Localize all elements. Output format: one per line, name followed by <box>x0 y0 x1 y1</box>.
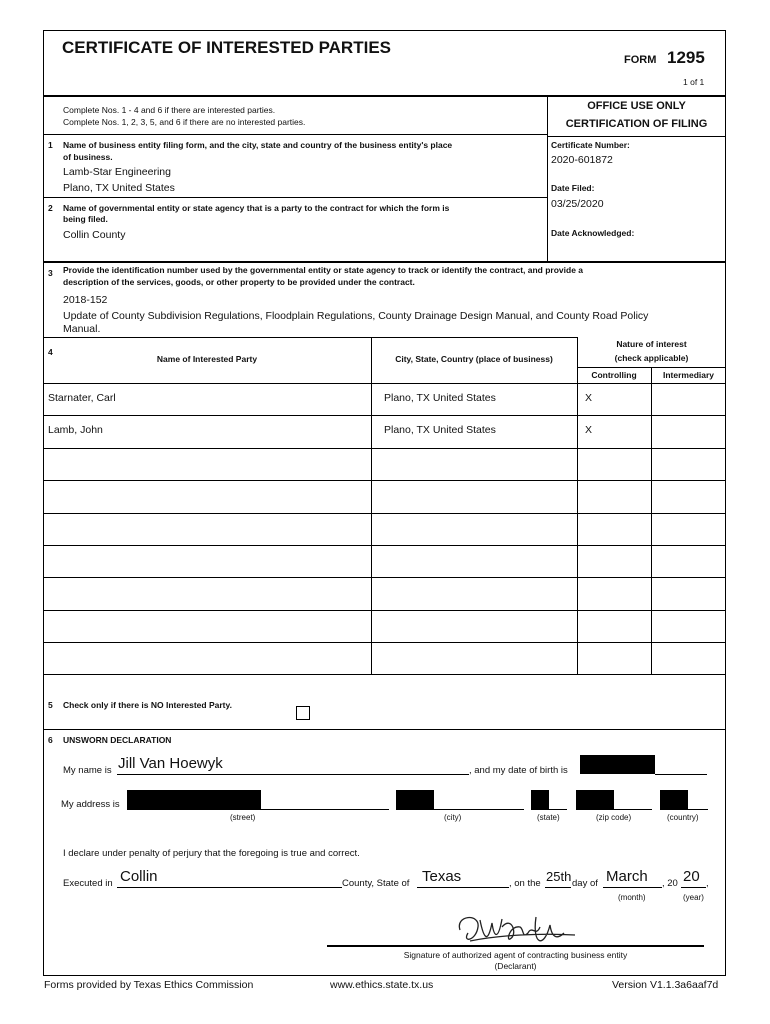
section1-number: 1 <box>48 140 53 150</box>
executed-in-label: Executed in <box>63 878 113 889</box>
redacted-zip <box>576 790 614 809</box>
caption-month: (month) <box>618 893 646 902</box>
month-value: March <box>606 868 648 885</box>
section1-label-1: Name of business entity filing form, and the city, state and country of the business entity's place <box>63 140 453 150</box>
section6-number: 6 <box>48 735 53 745</box>
declarant-signature <box>440 905 580 955</box>
date-filed-label: Date Filed: <box>551 183 595 193</box>
caption-state: (state) <box>537 813 560 822</box>
contract-description-1: Update of County Subdivision Regulations, Floodplain Regulations, County Drainage Design Manual, and County Road Policy <box>63 310 649 322</box>
my-name-label: My name is <box>63 765 112 776</box>
section3-number: 3 <box>48 268 53 278</box>
cert-number-value: 2020-601872 <box>551 154 613 166</box>
caption-year: (year) <box>683 893 704 902</box>
caption-street: (street) <box>230 813 256 822</box>
caption-country: (country) <box>667 813 699 822</box>
no-interested-party-checkbox[interactable] <box>296 706 310 720</box>
county-state-label: County, State of <box>342 878 410 889</box>
on-the-label: , on the <box>509 878 541 889</box>
redacted-country <box>660 790 688 809</box>
section2-label-1: Name of governmental entity or state agency that is a party to the contract for which the form is <box>63 203 450 213</box>
col-header-intermediary: Intermediary <box>662 370 715 380</box>
col-header-location: City, State, Country (place of business) <box>395 354 553 364</box>
instruction-line-1: Complete Nos. 1 - 4 and 6 if there are interested parties. <box>63 105 276 115</box>
footer-version: Version V1.1.3a6aaf7d <box>612 979 719 991</box>
contract-id: 2018-152 <box>63 294 108 306</box>
declarant-caption: (Declarant) <box>494 961 537 971</box>
declarant-name: Jill Van Hoewyk <box>118 755 223 772</box>
dob-label: , and my date of birth is <box>469 765 568 776</box>
party-name: Starnater, Carl <box>48 392 116 404</box>
section4-number: 4 <box>48 347 53 357</box>
party-controlling: X <box>585 424 593 437</box>
form-title: CERTIFICATE OF INTERESTED PARTIES <box>62 38 391 57</box>
party-location: Plano, TX United States <box>384 392 496 404</box>
day-of-label: day of <box>572 878 598 889</box>
party-location: Plano, TX United States <box>384 424 496 437</box>
year-value: 20 <box>683 868 700 885</box>
footer-url[interactable]: www.ethics.state.tx.us <box>330 979 434 991</box>
footer-left: Forms provided by Texas Ethics Commission <box>44 979 254 991</box>
certification-heading: CERTIFICATION OF FILING <box>565 118 708 130</box>
business-location: Plano, TX United States <box>63 182 175 194</box>
section5-number: 5 <box>48 700 53 710</box>
section5-label: Check only if there is NO Interested Party. <box>63 700 232 710</box>
col-header-name: Name of Interested Party <box>156 354 258 364</box>
section3-label-1: Provide the identification number used by the governmental entity or state agency to track or identify the contract, and provide a <box>63 265 584 275</box>
county-value: Collin <box>120 868 158 885</box>
section3-label-2: description of the services, goods, or other property to be provided under the contract. <box>63 277 415 287</box>
redacted-street <box>127 790 261 809</box>
signature-caption: Signature of authorized agent of contracting business entity <box>403 950 628 960</box>
redacted-dob <box>580 755 655 774</box>
party-name: Lamb, John <box>48 424 103 437</box>
declaration-text: I declare under penalty of perjury that the foregoing is true and correct. <box>63 848 360 859</box>
office-heading: OFFICE USE ONLY <box>587 100 686 112</box>
col-header-controlling: Controlling <box>591 370 637 380</box>
party-controlling: X <box>585 392 593 404</box>
contract-description-2: Manual. <box>63 323 101 335</box>
business-name: Lamb-Star Engineering <box>63 166 171 178</box>
cert-number-label: Certificate Number: <box>551 140 630 150</box>
day-value: 25th <box>546 869 572 884</box>
section1-label-2: of business. <box>63 152 113 162</box>
date-filed-value: 03/25/2020 <box>551 198 604 210</box>
caption-city: (city) <box>444 813 462 822</box>
my-address-label: My address is <box>61 799 120 810</box>
col-header-nature: Nature of interest <box>616 339 687 349</box>
caption-zip: (zip code) <box>596 813 632 822</box>
redacted-city <box>396 790 434 809</box>
governmental-entity: Collin County <box>63 229 126 241</box>
comma-20-label: , 20 <box>662 878 678 889</box>
page-indicator: 1 of 1 <box>683 77 705 87</box>
col-header-check: (check applicable) <box>614 353 689 363</box>
form-number: 1295 <box>667 48 705 67</box>
instruction-line-2: Complete Nos. 1, 2, 3, 5, and 6 if there are no interested parties. <box>63 117 306 127</box>
section2-label-2: being filed. <box>63 214 108 224</box>
redacted-state <box>531 790 549 809</box>
date-ack-label: Date Acknowledged: <box>551 228 635 238</box>
form-label: FORM <box>624 54 657 66</box>
state-value: Texas <box>422 868 462 885</box>
section2-number: 2 <box>48 203 53 213</box>
section6-heading: UNSWORN DECLARATION <box>63 735 172 745</box>
